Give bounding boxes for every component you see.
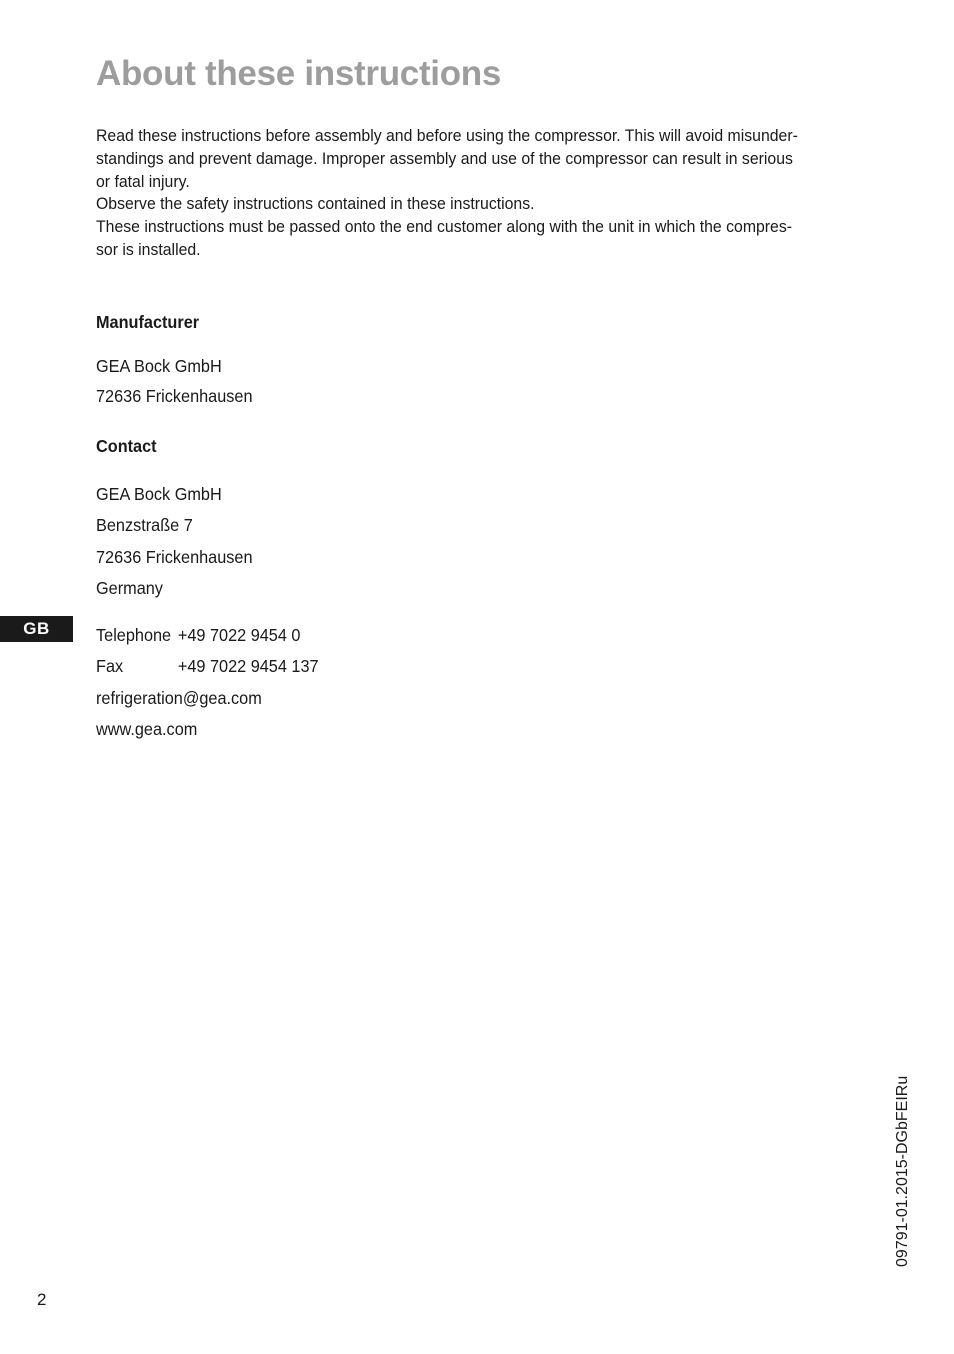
language-tab: GB <box>0 616 73 642</box>
intro-paragraph-2: Observe the safety instructions contained in these instructions. <box>96 194 535 214</box>
email-link[interactable]: refrigeration@gea.com <box>96 687 262 708</box>
intro-paragraph-1: Read these instructions before assembly and before using the compressor. This will avoid misunder-standings and prevent damage. Improper assembly and use of the compressor can result in serious or fatal injury. <box>96 126 798 191</box>
page-title: About these instructions <box>96 54 502 93</box>
contact-name: GEA Bock GmbH <box>96 484 222 504</box>
manufacturer-city: 72636 Frickenhausen <box>96 385 253 406</box>
contact-country: Germany <box>96 577 163 598</box>
document-code: 09791-01.2015-DGbFEIRu <box>894 1075 911 1267</box>
contact-street: Benzstraße 7 <box>96 515 193 536</box>
fax-row <box>96 651 319 682</box>
manufacturer-heading: Manufacturer <box>96 312 200 332</box>
telephone-label: Telephone <box>96 625 172 646</box>
website-link[interactable]: www.gea.com <box>96 719 198 740</box>
manufacturer-section <box>96 312 253 411</box>
telephone-row <box>96 620 319 651</box>
contact-heading: Contact <box>96 436 157 456</box>
fax-number: +49 7022 9454 137 <box>177 656 319 677</box>
intro-text <box>96 125 808 262</box>
telephone-number: +49 7022 9454 0 <box>177 625 301 646</box>
fax-label: Fax <box>96 656 124 677</box>
contact-section <box>96 436 319 745</box>
manufacturer-name: GEA Bock GmbH <box>96 356 222 376</box>
intro-paragraph-3: These instructions must be passed onto the end customer along with the unit in which the compres-sor is installed. <box>96 217 793 259</box>
page-number: 2 <box>37 1290 47 1309</box>
contact-city: 72636 Frickenhausen <box>96 546 253 567</box>
